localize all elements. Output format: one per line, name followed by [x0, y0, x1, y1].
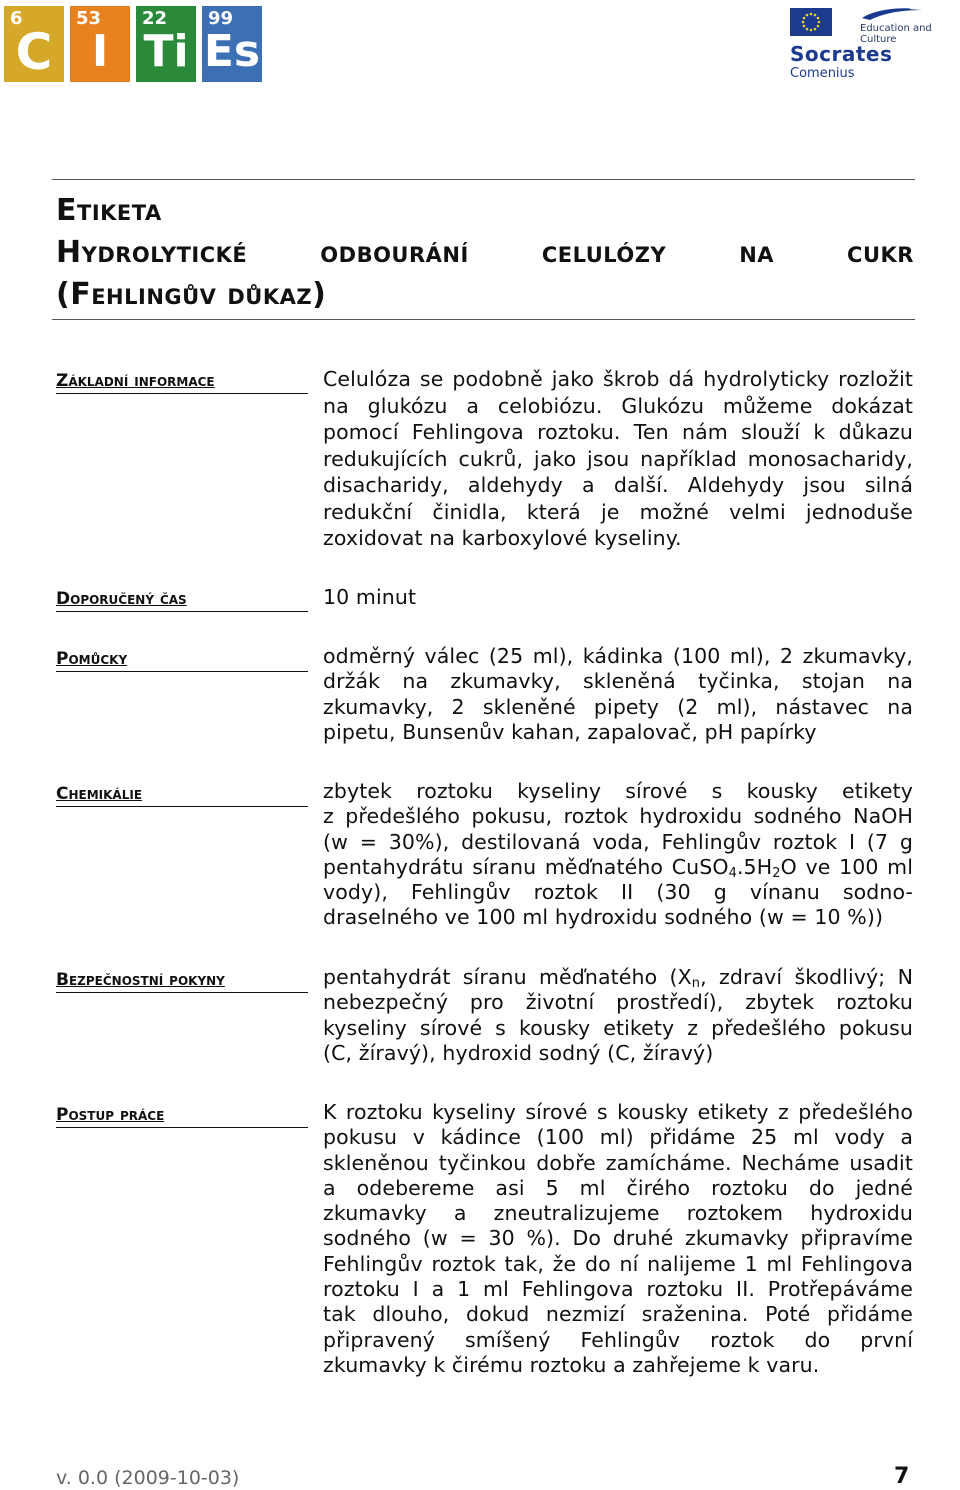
text-line: na glukózu a celobiózu. Glukózu můžeme dokázat — [323, 393, 913, 418]
subscript: n — [691, 976, 701, 991]
section-content — [323, 584, 913, 611]
logo-tile-symbol: Ti — [143, 26, 189, 77]
socrates-logo-text: Socrates — [790, 42, 893, 66]
section-label: Bezpečnostní pokyny — [56, 969, 308, 993]
title-line-1: Etiketa — [56, 193, 162, 228]
citiEs-logo — [4, 6, 262, 82]
title-word: na — [739, 235, 775, 270]
title-word: cukr — [847, 235, 914, 270]
text-line: Celulóza se podobně jako škrob dá hydrolyticky rozložit — [323, 367, 913, 391]
text-line: redukujících cukrů, jako jsou například monosacharidy, — [323, 446, 913, 471]
logo-tile-number: 53 — [76, 8, 102, 29]
text-run: O ve 100 ml — [780, 854, 914, 879]
title-line-3: (Fehlingův důkaz) — [56, 277, 327, 312]
education-swoosh-icon — [860, 4, 924, 24]
subscript: 4 — [728, 865, 737, 881]
text-run: .5H — [736, 854, 773, 879]
text-line: odměrný válec (25 ml), kádinka (100 ml), 2 zkumavky, — [323, 644, 913, 668]
section-label: Chemikálie — [56, 783, 308, 807]
text-run: pentahydrát síranu měďnatého (X — [323, 965, 692, 989]
section-content — [323, 1100, 913, 1378]
section-content — [323, 366, 913, 552]
title-line-2 — [56, 232, 914, 274]
section-label: Doporučený čas — [56, 588, 308, 612]
text-line: zkumavky a zneutralizujeme roztokem hydroxidu — [323, 1201, 913, 1226]
text-line: Fehlingův roztok tak, že do ní nalijeme 1 ml Fehlingova — [323, 1251, 913, 1276]
text-line: skleněnou tyčinkou dobře zamícháme. Necháme usadit — [323, 1150, 913, 1175]
text-line: zkumavky, 2 skleněné pipety (2 ml), nástavec na — [323, 694, 913, 719]
text-run: , zdraví škodlivý; N — [700, 965, 913, 989]
text-line: připravený smíšený Fehlingův roztok do první — [323, 1327, 913, 1352]
text-line: vody), Fehlingův roztok II (30 g vínanu sodno- — [323, 880, 913, 905]
text-line: zkumavky k čirému roztoku a zahřejeme k varu. — [323, 1352, 820, 1377]
text-line: a odebereme asi 5 ml čirého roztoku do jedné — [323, 1175, 913, 1200]
text-line — [323, 855, 913, 880]
title-word: celulózy — [541, 235, 667, 270]
logo-tile-i — [70, 6, 130, 82]
section-content — [323, 644, 913, 745]
text-run: pentahydrátu síranu měďnatého CuSO — [323, 854, 729, 879]
text-line: draselného ve 100 ml hydroxidu sodného (w = 10 %)) — [323, 905, 884, 930]
text-line: disacharidy, aldehydy a další. Aldehydy jsou silná — [323, 473, 913, 497]
section-label: Základní informace — [56, 370, 308, 394]
subscript: 2 — [772, 865, 781, 881]
text-line: zbytek roztoku kyseliny sírové s kousky etikety — [323, 779, 913, 803]
page-title — [56, 190, 914, 316]
section-label: Pomůcky — [56, 648, 308, 672]
text-line: pipetu, Bunsenův kahan, zapalovač, pH papírky — [323, 719, 817, 744]
comenius-logo-text: Comenius — [790, 66, 855, 81]
logo-tile-number: 99 — [208, 8, 234, 29]
page-number: 7 — [894, 1464, 910, 1489]
education-culture-text: Education and Culture — [860, 23, 932, 45]
text-line: pokusu v kádince (100 ml) přidáme 25 ml vody a — [323, 1125, 913, 1150]
version-footer: v. 0.0 (2009-10-03) — [56, 1467, 240, 1489]
text-line: K roztoku kyseliny sírové s kousky etikety z předešlého — [323, 1100, 913, 1124]
title-bottom-rule — [52, 319, 915, 320]
logo-tile-ti — [136, 6, 196, 82]
text-line: pomocí Fehlingova roztoku. Ten nám slouží k důkazu — [323, 420, 913, 444]
title-top-rule — [52, 179, 915, 180]
section-content — [323, 779, 913, 931]
text-line: redukční činidla, která je možné velmi jednoduše — [323, 499, 913, 524]
logo-tile-c — [4, 6, 64, 82]
logo-tile-symbol: Es — [203, 26, 261, 77]
title-word: Hydrolytické — [56, 235, 248, 270]
text-line: nebezpečný pro životní prostředí), zbytek roztoku — [323, 990, 913, 1015]
text-line: sodného (w = 30 %). Do druhé zkumavky připravíme — [323, 1226, 913, 1251]
text-line: kyseliny sírové s kousky etikety z předešlého pokusu — [323, 1015, 913, 1040]
logo-tile-number: 6 — [10, 8, 23, 29]
eu-flag-icon — [790, 8, 832, 36]
text-line: držák na zkumavky, skleněná tyčinka, stojan na — [323, 669, 913, 694]
text-line: 10 minut — [323, 585, 417, 609]
logo-tile-number: 22 — [142, 8, 168, 29]
logo-tile-es — [202, 6, 262, 82]
logo-tile-symbol: C — [15, 23, 53, 81]
text-line — [323, 965, 913, 990]
logo-tile-symbol: I — [91, 26, 109, 77]
section-content — [323, 965, 913, 1066]
text-line: (C, žíravý), hydroxid sodný (C, žíravý) — [323, 1040, 714, 1065]
text-line: (w = 30%), destilovaná voda, Fehlingův roztok I (7 g — [323, 829, 913, 854]
text-line: tak dlouho, dokud nezmizí sraženina. Poté přidáme — [323, 1302, 913, 1327]
text-line: zoxidovat na karboxylové kyseliny. — [323, 526, 682, 550]
text-line: z předešlého pokusu, roztok hydroxidu sodného NaOH — [323, 804, 913, 829]
title-word: odbourání — [320, 235, 469, 270]
section-label: Postup práce — [56, 1104, 308, 1128]
text-line: roztoku I a 1 ml Fehlingova roztoku II. Protřepáváme — [323, 1277, 913, 1302]
